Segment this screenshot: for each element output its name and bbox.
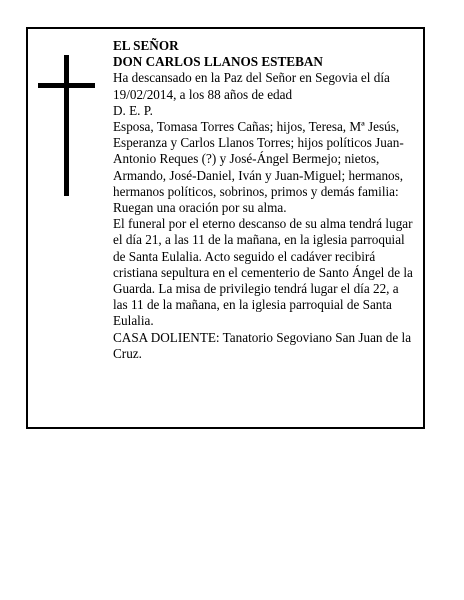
- family-list: Esposa, Tomasa Torres Cañas; hijos, Teresa, Mª Jesús, Esperanza y Carlos Llanos Torres; hijos políticos Juan-Antonio Reques (?) y José-Ángel Bermejo; nietos, Armando, José-Daniel, Iván y Juan-Miguel; hermanos, hermanos políticos, sobrinos, primos y demás familia:: [113, 119, 404, 199]
- cross-icon-crossbar: [38, 83, 95, 88]
- title-line-1: EL SEÑOR: [113, 38, 179, 53]
- death-statement: Ha descansado en la Paz del Señor en Segovia el día 19/02/2014, a los 88 años de edad: [113, 70, 390, 102]
- funeral-details: El funeral por el eterno descanso de su alma tendrá lugar el día 21, a las 11 de la mañana, en la iglesia parroquial de Santa Eulalia. Acto seguido el cadáver recibirá cristiana sepultura en el cementerio de Santo Ángel de la Guarda. La misa de privilegio tendrá lugar el día 22, a las 11 de la mañana, en la iglesia parroquial de Santa Eulalia.: [113, 216, 413, 329]
- obituary-text: [113, 38, 416, 362]
- deceased-name: DON CARLOS LLANOS ESTEBAN: [113, 54, 323, 70]
- dep-abbreviation: D. E. P.: [113, 102, 153, 118]
- cross-icon: [64, 55, 69, 196]
- mourning-house: CASA DOLIENTE: Tanatorio Segoviano San Juan de la Cruz.: [113, 329, 412, 361]
- prayer-request: Ruegan una oración por su alma.: [113, 200, 287, 216]
